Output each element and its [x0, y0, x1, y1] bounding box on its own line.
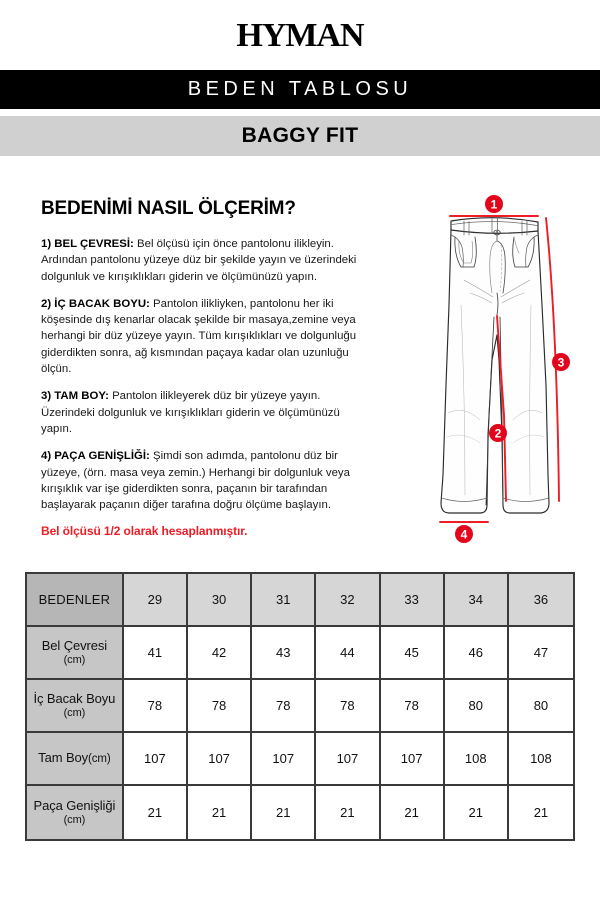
marker-4	[455, 525, 473, 543]
table-header-size-4: 33	[381, 574, 445, 627]
cell-ic-bacak-boyu-33: 78	[381, 680, 445, 733]
cell-paca-genisligi-30: 21	[188, 786, 252, 839]
instruction-label-2: 2) İÇ BACAK BOYU:	[41, 297, 150, 310]
cell-ic-bacak-boyu-30: 78	[188, 680, 252, 733]
cell-bel-cevresi-34: 46	[445, 627, 509, 680]
cell-bel-cevresi-33: 45	[381, 627, 445, 680]
row-label-text: İç Bacak Boyu	[33, 690, 116, 706]
row-unit: (cm)	[63, 813, 86, 826]
brand-logo: HYMAN	[236, 17, 364, 54]
svg-text:4: 4	[460, 527, 468, 542]
row-label-tam-boy	[27, 733, 124, 786]
table-row	[27, 627, 573, 680]
cell-ic-bacak-boyu-32: 78	[316, 680, 380, 733]
cell-bel-cevresi-29: 41	[124, 627, 188, 680]
cell-tam-boy-32: 107	[316, 733, 380, 786]
fit-name: BAGGY FIT	[241, 124, 359, 147]
row-unit: (cm)	[63, 653, 86, 666]
table-header-size-1: 30	[188, 574, 252, 627]
table-row	[27, 680, 573, 733]
row-label-ic-bacak-boyu	[27, 680, 124, 733]
cell-paca-genisligi-32: 21	[316, 786, 380, 839]
cell-paca-genisligi-33: 21	[381, 786, 445, 839]
instruction-label-1: 1) BEL ÇEVRESİ:	[41, 238, 134, 250]
cell-paca-genisligi-36: 21	[509, 786, 573, 839]
svg-text:2: 2	[494, 426, 502, 441]
cell-ic-bacak-boyu-31: 78	[252, 680, 316, 733]
waist-measurement-note: Bel ölçüsü 1/2 olarak hesaplanmıştır.	[41, 524, 248, 539]
instruction-text-2: Pantolon ilikliyken, pantolonu her iki köşesinde dış kenarlar olacak şekilde bir masaya,zemine veya herhangi bir düz yüzeye yayın. Tüm kırışıklıkları ve dolgunluğu giderdikten sonra, ağ kısmından paçaya kadar olan uzunluğu ölçün.	[41, 297, 357, 376]
table-header-size-6: 36	[509, 574, 573, 627]
instruction-label-4: 4) PAÇA GENİŞLİĞİ:	[41, 450, 150, 463]
cell-tam-boy-34: 108	[445, 733, 509, 786]
cell-bel-cevresi-36: 47	[509, 627, 573, 680]
how-to-measure-heading: BEDENİMİ NASIL ÖLÇERİM?	[41, 198, 296, 219]
row-label-paca-genisligi	[27, 786, 124, 839]
row-label-bel-cevresi	[27, 627, 124, 680]
cell-paca-genisligi-31: 21	[252, 786, 316, 839]
cell-ic-bacak-boyu-34: 80	[445, 680, 509, 733]
cell-tam-boy-29: 107	[124, 733, 188, 786]
how-to-measure-section	[41, 198, 371, 538]
marker-1	[485, 195, 503, 213]
instruction-item-3	[41, 388, 371, 437]
table-header-row	[27, 574, 573, 627]
cell-tam-boy-31: 107	[252, 733, 316, 786]
table-row	[27, 733, 573, 786]
instruction-item-1	[41, 236, 371, 285]
instruction-text-3: Pantolon ilikleyerek düz bir yüzeye yayın. Üzerindeki dolgunluk ve kırışıklıkları giderin ve ölçümünüzü yapın.	[41, 390, 340, 435]
row-label-text: Paça Genişliği	[33, 797, 116, 813]
marker-2	[489, 424, 507, 442]
table-header-size-5: 34	[445, 574, 509, 627]
size-table	[25, 572, 575, 841]
subtitle-bar	[0, 116, 600, 156]
marker-3	[552, 353, 570, 371]
instruction-item-2	[41, 296, 371, 377]
cell-paca-genisligi-29: 21	[124, 786, 188, 839]
svg-text:1: 1	[490, 197, 498, 212]
row-unit: (cm)	[63, 706, 86, 719]
table-header-size-3: 32	[316, 574, 380, 627]
cell-bel-cevresi-31: 43	[252, 627, 316, 680]
cell-bel-cevresi-32: 44	[316, 627, 380, 680]
svg-text:3: 3	[557, 355, 565, 370]
cell-paca-genisligi-34: 21	[445, 786, 509, 839]
instruction-label-3: 3) TAM BOY:	[41, 390, 109, 403]
table-row	[27, 786, 573, 839]
cell-tam-boy-30: 107	[188, 733, 252, 786]
cell-bel-cevresi-30: 42	[188, 627, 252, 680]
row-label-text: Tam Boy	[38, 750, 89, 765]
page-title: BEDEN TABLOSU	[187, 78, 413, 100]
instruction-item-4	[41, 448, 371, 513]
cell-tam-boy-33: 107	[381, 733, 445, 786]
cell-ic-bacak-boyu-29: 78	[124, 680, 188, 733]
title-bar	[0, 70, 600, 109]
instruction-text-1: Bel ölçüsü için önce pantolonu ilikleyin. Ardından pantolonu yüzeye düz bir şekilde yayın ve üzerindeki dolgunluk ve kırışıklıkları giderin ve ölçümünüzü yapın.	[41, 238, 357, 283]
row-unit: (cm)	[88, 753, 111, 765]
cell-ic-bacak-boyu-36: 80	[509, 680, 573, 733]
instruction-text-4: Şimdi son adımda, pantolonu düz bir yüzeye, (örn. masa veya zemin.) Herhangi bir dolgunluk veya kırışıklık var işe giderdikten sonra, paçanın bir tarafından başlayarak paçanın diğer tarafına doğru ölçüme başlayın.	[41, 450, 350, 512]
cell-tam-boy-36: 108	[509, 733, 573, 786]
table-header-bedenler: BEDENLER	[27, 574, 124, 627]
pants-diagram	[418, 185, 596, 545]
table-header-size-0: 29	[124, 574, 188, 627]
table-header-size-2: 31	[252, 574, 316, 627]
row-label-text: Bel Çevresi	[41, 637, 108, 653]
